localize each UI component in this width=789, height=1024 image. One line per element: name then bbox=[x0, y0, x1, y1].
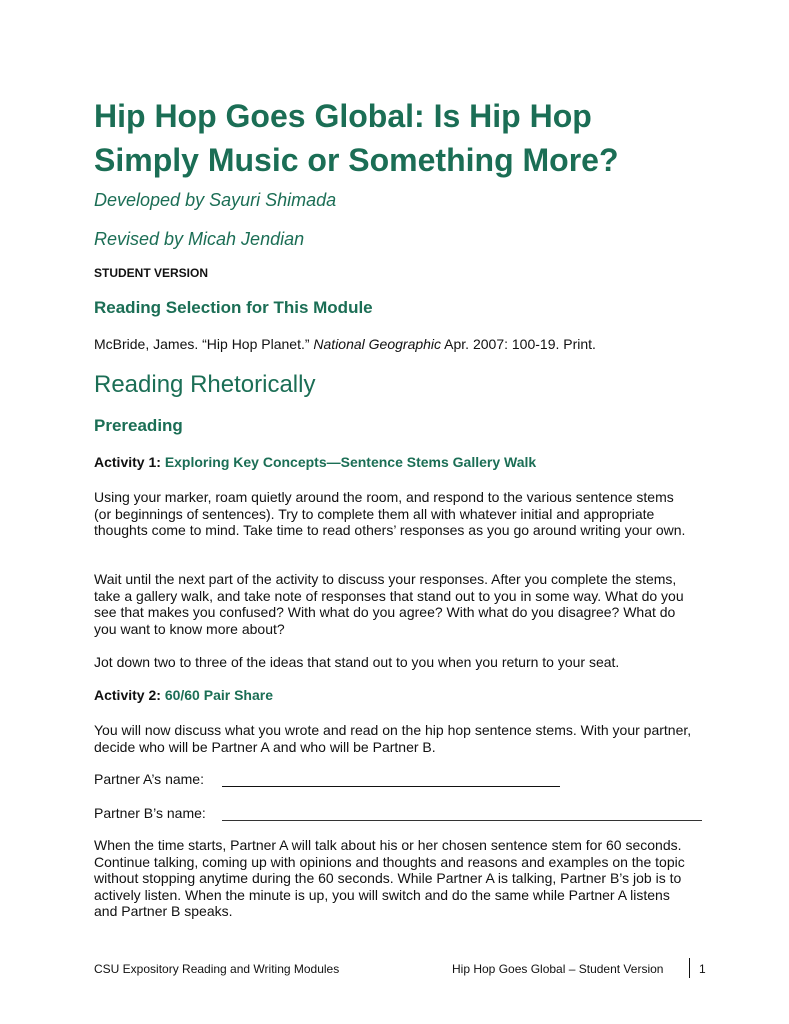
partner-b-label: Partner B’s name: bbox=[94, 805, 206, 821]
activity2-heading bbox=[94, 687, 273, 703]
activity1-label: Activity 1: bbox=[94, 454, 161, 470]
subsection-heading: Prereading bbox=[94, 416, 183, 435]
citation-before: McBride, James. “Hip Hop Planet.” bbox=[94, 336, 314, 352]
section-heading: Reading Rhetorically bbox=[94, 371, 316, 398]
developed-by: Developed by Sayuri Shimada bbox=[94, 190, 337, 210]
footer-separator bbox=[689, 958, 690, 978]
version-label: STUDENT VERSION bbox=[94, 266, 209, 280]
document-title: Hip Hop Goes Global: Is Hip Hop Simply Music or Something More? bbox=[94, 98, 619, 178]
citation-after: Apr. 2007: 100-19. Print. bbox=[441, 336, 596, 352]
activity2-title: 60/60 Pair Share bbox=[164, 687, 273, 703]
activity1-heading bbox=[94, 454, 536, 470]
page-number: 1 bbox=[699, 962, 706, 976]
reading-selection-heading: Reading Selection for This Module bbox=[94, 298, 373, 317]
citation bbox=[94, 336, 694, 353]
activity1-paragraph: Wait until the next part of the activity to discuss your responses. After you complete the stems, take a gallery walk, and take note of responses that stand out to you in some way. What do you see that makes you confused? With what do you agree? With what do you disagree? What do you want to know more about? bbox=[94, 571, 684, 637]
activity1-paragraph: Using your marker, roam quietly around the room, and respond to the various sentence stems (or beginnings of sentences). Try to complete them all with whatever initial and appropriate thoughts come to mind. Take time to read others’ responses as you go around writing your own. bbox=[94, 489, 686, 538]
footer-left: CSU Expository Reading and Writing Modules bbox=[94, 962, 340, 976]
activity1-title: Exploring Key Concepts—Sentence Stems Gallery Walk bbox=[164, 454, 537, 470]
partner-b-name-line[interactable] bbox=[222, 820, 702, 821]
revised-by: Revised by Micah Jendian bbox=[94, 229, 305, 249]
activity2-instructions: When the time starts, Partner A will talk about his or her chosen sentence stem for 60 seconds. Continue talking, coming up with opinions and thoughts and reasons and examples on the topic without stopping anytime during the 60 seconds. While Partner A is talking, Partner B’s job is to actively listen. When the minute is up, you will switch and do the same while Partner A listens and Partner B speaks. bbox=[94, 837, 685, 919]
footer-right: Hip Hop Goes Global – Student Version bbox=[452, 962, 664, 976]
partner-a-label: Partner A’s name: bbox=[94, 771, 204, 787]
activity2-intro: You will now discuss what you wrote and read on the hip hop sentence stems. With your partner, decide who will be Partner A and who will be Partner B. bbox=[94, 722, 692, 755]
citation-journal: National Geographic bbox=[313, 336, 442, 352]
partner-a-name-line[interactable] bbox=[222, 786, 560, 787]
activity1-paragraph: Jot down two to three of the ideas that stand out to you when you return to your seat. bbox=[94, 654, 620, 670]
activity2-label: Activity 2: bbox=[94, 687, 161, 703]
